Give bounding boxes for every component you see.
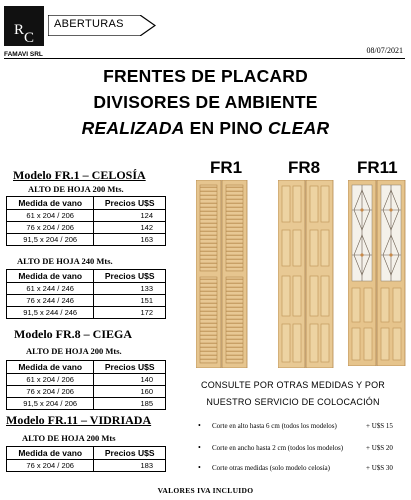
table-row [7, 295, 166, 307]
title-italic-clear: CLEAR [268, 118, 330, 138]
size-cell: 61 x 204 / 206 [7, 210, 94, 222]
fr1-price-table-200 [6, 196, 166, 246]
fr1-height-240: ALTO DE HOJA 240 Mts. [17, 256, 113, 266]
title-line-3 [0, 118, 411, 139]
table-header-row [7, 447, 166, 460]
price-cell: 172 [94, 307, 166, 319]
fr11-model-title: Modelo FR.11 – VIDRIADA [6, 413, 152, 427]
door-fr1-louvered-image [196, 180, 248, 368]
col-medida-de-vano: Medida de vano [7, 447, 94, 460]
price-cell: 163 [94, 234, 166, 246]
title-line-2: DIVISORES DE AMBIENTE [93, 92, 318, 112]
door-label-fr11: FR11 [357, 158, 398, 177]
door-fr8-panel-image [278, 180, 334, 368]
table-header-row [7, 197, 166, 210]
price-cell: 185 [94, 398, 166, 410]
table-row [7, 222, 166, 234]
table-row [7, 374, 166, 386]
col-precios: Precios U$S [94, 197, 166, 210]
logo-letter-r: R [13, 22, 24, 38]
header-divider [4, 58, 405, 59]
size-cell: 76 x 204 / 206 [7, 222, 94, 234]
extra-description: Corte otras medidas (solo modelo celosía) [212, 464, 330, 472]
extra-amount: + U$S 20 [366, 444, 393, 452]
bullet-icon: • [198, 421, 201, 430]
col-precios: Precios U$S [94, 270, 166, 283]
table-header-row [7, 361, 166, 374]
fr8-height-200: ALTO DE HOJA 200 Mts. [26, 346, 122, 356]
col-precios: Precios U$S [94, 361, 166, 374]
col-medida-de-vano: Medida de vano [7, 361, 94, 374]
extra-description: Corte en alto hasta 6 cm (todos los modelos) [212, 422, 337, 430]
size-cell: 76 x 204 / 206 [7, 460, 94, 472]
size-cell: 76 x 244 / 246 [7, 295, 94, 307]
fr8-price-table [6, 360, 166, 410]
table-row [7, 398, 166, 410]
size-cell: 76 x 204 / 206 [7, 386, 94, 398]
brand-arrow-banner [48, 15, 156, 36]
document-date: 08/07/2021 [366, 46, 403, 55]
door-label-fr8: FR8 [288, 158, 321, 177]
fr11-height-200: ALTO DE HOJA 200 Mts [22, 433, 116, 443]
price-cell: 133 [94, 283, 166, 295]
table-row [7, 234, 166, 246]
company-name: FAMAVI SRL [4, 51, 43, 58]
door-fr11-glass-image [348, 180, 406, 366]
table-row [7, 210, 166, 222]
fr11-price-table [6, 446, 166, 472]
fr1-height-200: ALTO DE HOJA 200 Mts. [28, 184, 124, 194]
size-cell: 91,5 x 204 / 206 [7, 398, 94, 410]
fr8-model-title: Modelo FR.8 – CIEGA [14, 327, 132, 341]
title-line-1: FRENTES DE PLACARD [103, 66, 308, 86]
col-precios: Precios U$S [94, 447, 166, 460]
bullet-icon: • [198, 463, 201, 472]
price-cell: 142 [94, 222, 166, 234]
title-en-pino: EN PINO [184, 118, 269, 138]
logo-rc [4, 6, 44, 46]
brand-name: ABERTURAS [54, 18, 124, 30]
bullet-icon: • [198, 443, 201, 452]
table-header-row [7, 270, 166, 283]
size-cell: 91,5 x 204 / 206 [7, 234, 94, 246]
table-row [7, 307, 166, 319]
door-label-fr1: FR1 [210, 158, 243, 177]
extra-amount: + U$S 30 [366, 464, 393, 472]
table-row [7, 283, 166, 295]
price-cell: 124 [94, 210, 166, 222]
price-cell: 151 [94, 295, 166, 307]
col-medida-de-vano: Medida de vano [7, 270, 94, 283]
footer-vat-note: VALORES IVA INCLUIDO [157, 486, 254, 495]
price-cell: 160 [94, 386, 166, 398]
col-medida-de-vano: Medida de vano [7, 197, 94, 210]
consult-line-2: NUESTRO SERVICIO DE COLOCACIÓN [206, 397, 380, 407]
logo-letter-c: C [24, 30, 35, 47]
size-cell: 61 x 204 / 206 [7, 374, 94, 386]
price-cell: 140 [94, 374, 166, 386]
title-italic-realizada: REALIZADA [81, 118, 185, 138]
price-cell: 183 [94, 460, 166, 472]
consult-line-1: CONSULTE POR OTRAS MEDIDAS Y POR [201, 380, 385, 390]
fr1-model-title: Modelo FR.1 – CELOSÍA [13, 168, 146, 182]
size-cell: 91,5 x 244 / 246 [7, 307, 94, 319]
size-cell: 61 x 244 / 246 [7, 283, 94, 295]
extra-description: Corte en ancho hasta 2 cm (todos los modelos) [212, 444, 344, 452]
table-row [7, 386, 166, 398]
fr1-price-table-240 [6, 269, 166, 319]
extra-amount: + U$S 15 [366, 422, 393, 430]
table-row [7, 460, 166, 472]
